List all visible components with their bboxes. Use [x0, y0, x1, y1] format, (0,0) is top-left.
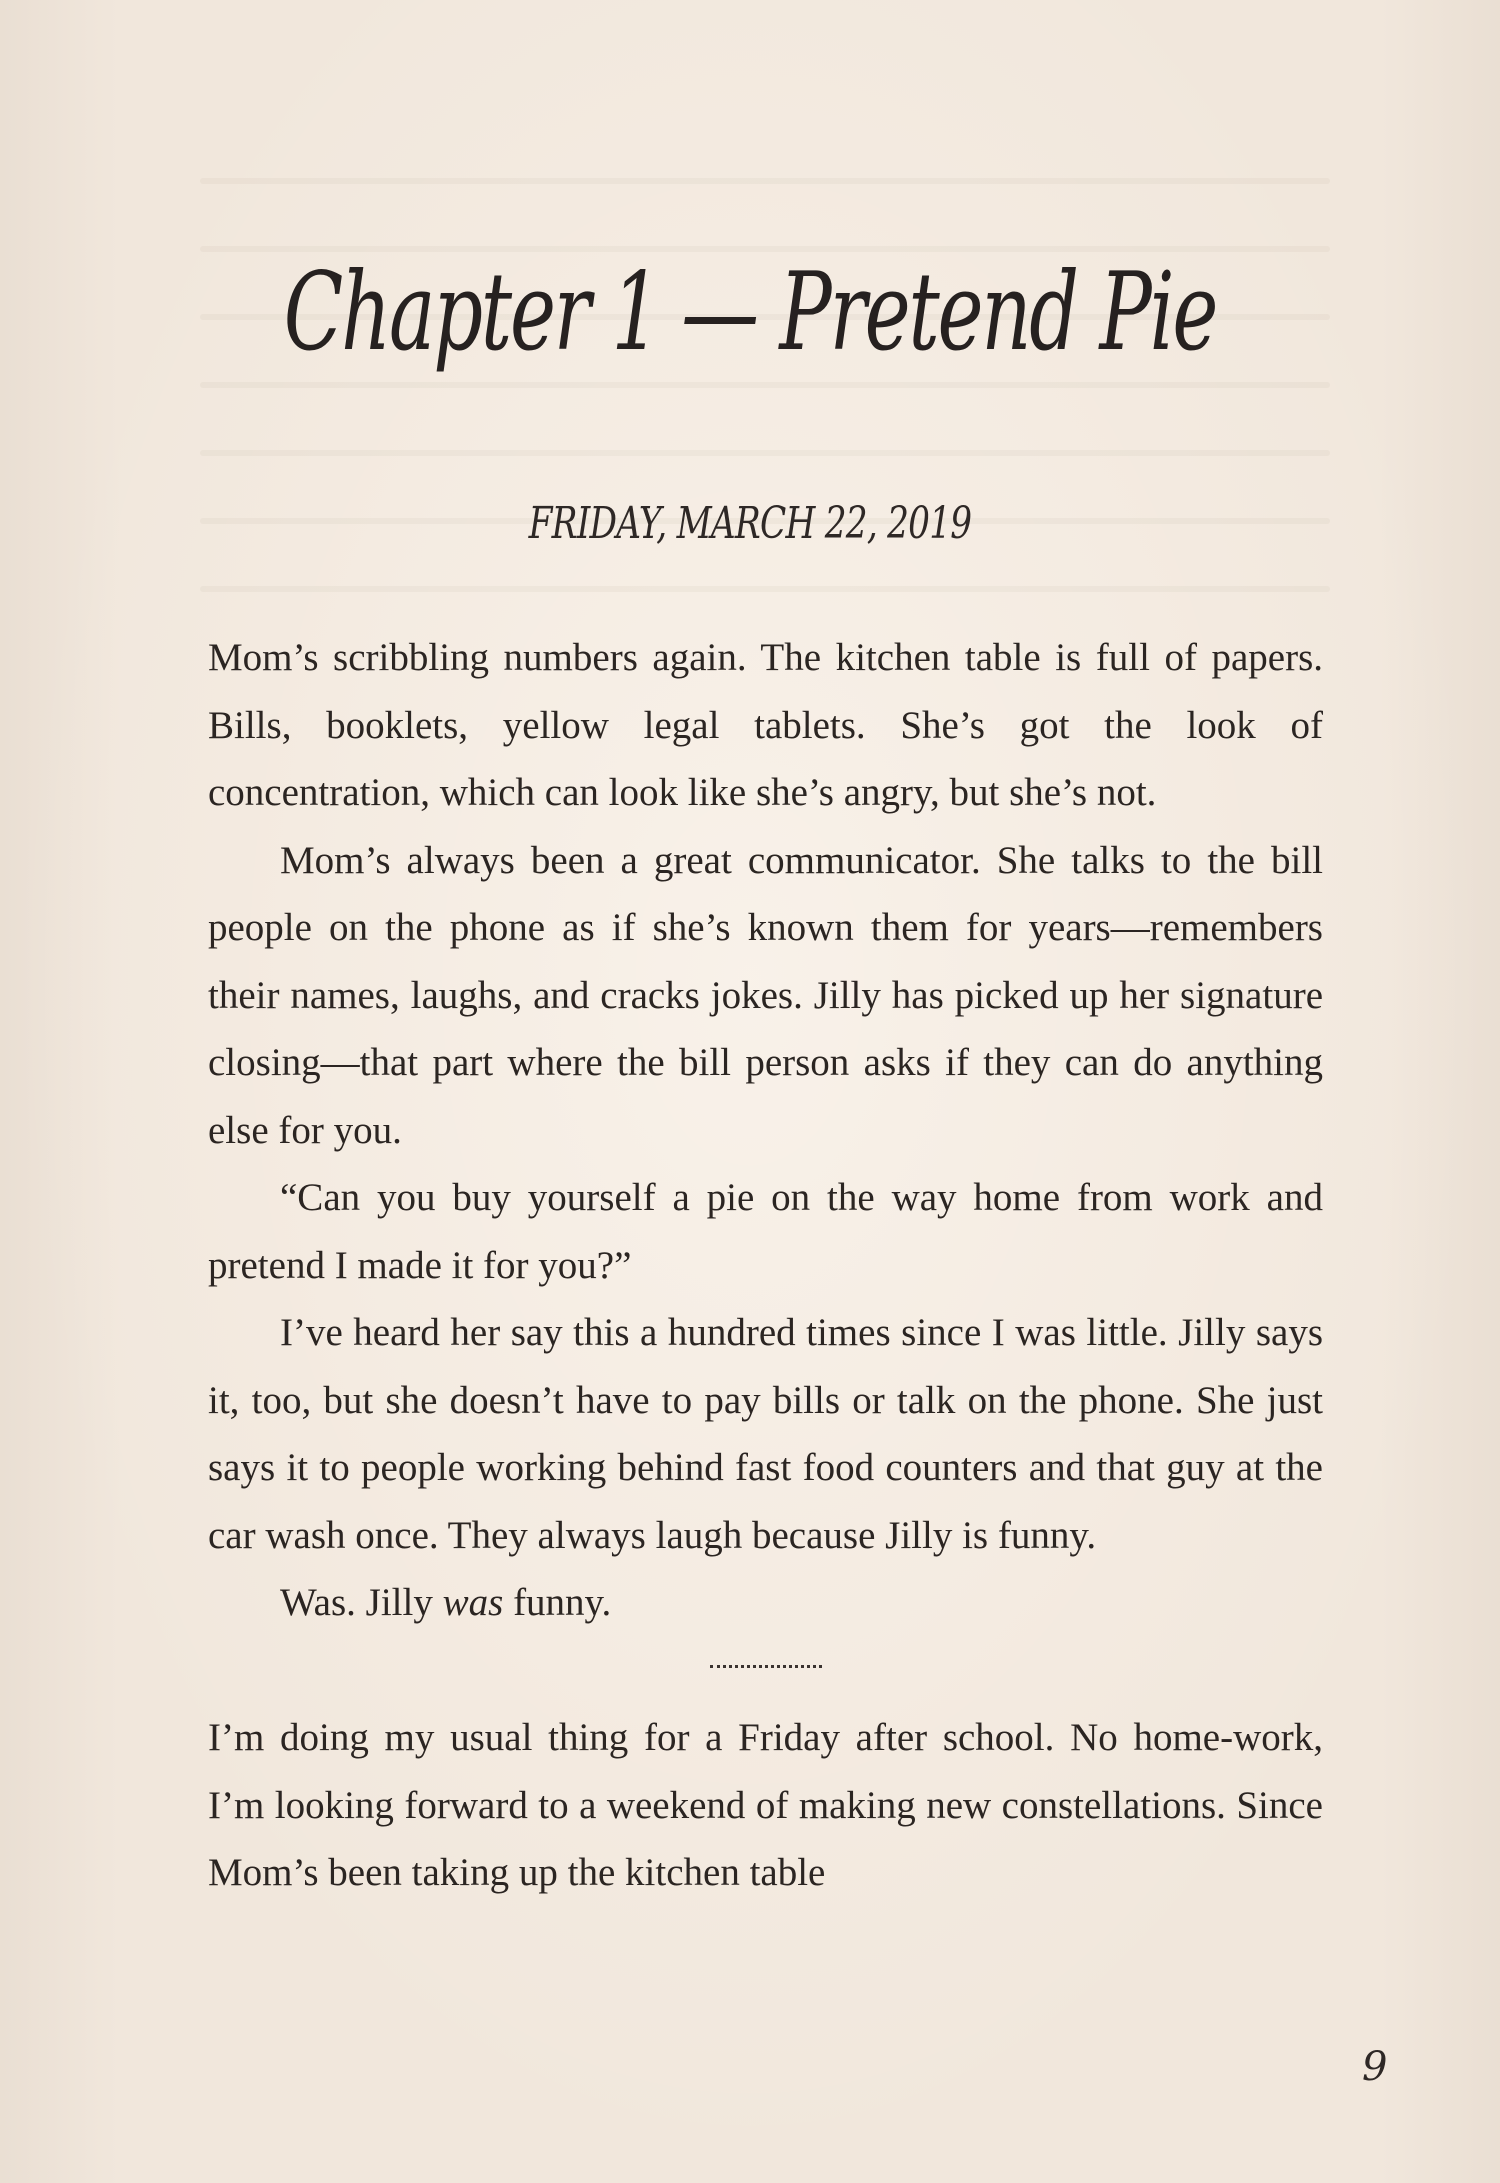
paragraph: I’ve heard her say this a hundred times since I was little. Jilly says it, too, but she doesn’t have to pay bills or talk on the phone. She just says it to people working behind fast food counters and that guy at the car wash once. They always laugh because Jilly is funny.	[208, 1311, 1323, 1557]
paragraph: Mom’s always been a great communicator. She talks to the bill people on the phone as if she’s known them for years—remembers their names, laughs, and cracks jokes. Jilly has picked up her signature closing—that part where the bill person asks if they can do anything else for you.	[208, 838, 1323, 1152]
scene-break	[208, 1637, 1323, 1705]
show-through-line	[200, 450, 1330, 456]
chapter-title: Chapter 1 — Pretend Pie	[283, 250, 1217, 375]
paragraph-text: Was. Jilly	[280, 1581, 443, 1624]
page-number: 9	[1362, 2044, 1388, 2090]
show-through-line	[200, 178, 1330, 184]
emphasized-word: was	[442, 1581, 504, 1624]
paragraph: Mom’s scribbling numbers again. The kitchen table is full of papers. Bills, booklets, yellow legal tablets. She’s got the look of concentration, which can look like she’s angry, but she’s not.	[208, 636, 1323, 814]
body-text	[208, 624, 1323, 1907]
paragraph: I’m doing my usual thing for a Friday after school. No home-work, I’m looking forward to a weekend of making new constellations. Since Mom’s been taking up the kitchen table	[208, 1716, 1323, 1894]
paragraph: “Can you buy yourself a pie on the way home from work and pretend I made it for you?”	[208, 1176, 1323, 1287]
paragraph	[208, 1569, 1323, 1637]
show-through-line	[200, 382, 1330, 388]
show-through-line	[200, 586, 1330, 592]
scene-break-dots	[710, 1665, 822, 1668]
chapter-date: FRIDAY, MARCH 22, 2019	[528, 498, 972, 549]
paragraph-text: funny.	[503, 1581, 612, 1624]
